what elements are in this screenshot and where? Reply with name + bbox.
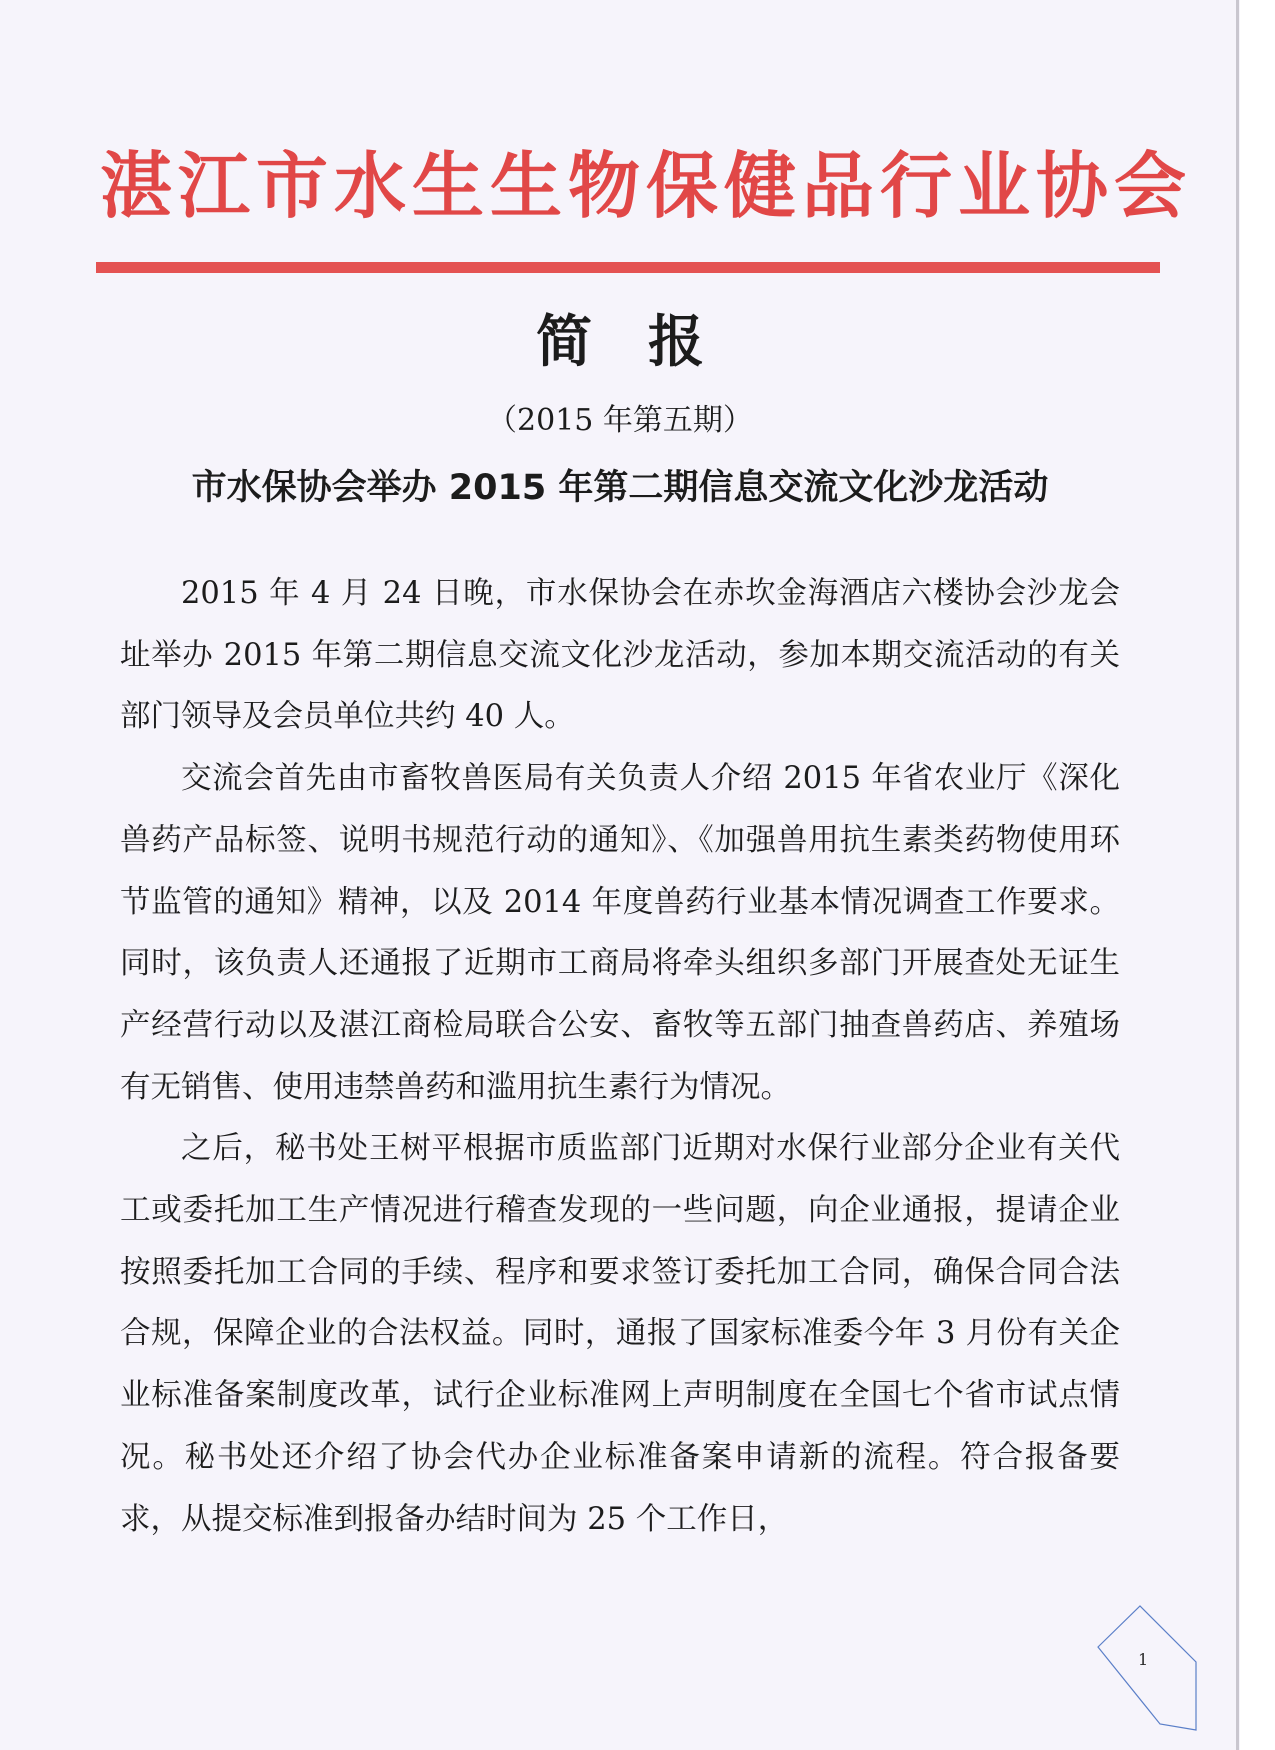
paragraph-3: 之后，秘书处王树平根据市质监部门近期对水保行业部分企业有关代工或委托加工生产情况进行稽查发现的一些问题，向企业通报，提请企业按照委托加工合同的手续、程序和要求签订委托加工合同，确保合同合法合规，保障企业的合法权益。同时，通报了国家标准委今年 3 月份有关企业标准备案制度改革，试行企业标准网上声明制度在全国七个省市试点情况。秘书处还介绍了协会代办企业标准备案申请新的流程。符合报备要求，从提交标准到报备办结时间为 25 个工作日， — [120, 1131, 1120, 1537]
issue-number: （2015 年第五期） — [487, 403, 753, 438]
organization-title: 湛江市水生生物保健品行业协会 — [100, 144, 1193, 228]
paragraph-1: 2015 年 4 月 24 日晚，市水保协会在赤坎金海酒店六楼协会沙龙会址举办 2015 年第二期信息交流文化沙龙活动，参加本期交流活动的有关部门领导及会员单位共约 40 人。 — [120, 576, 1120, 735]
paragraph-2: 交流会首先由市畜牧兽医局有关负责人介绍 2015 年省农业厅《深化兽药产品标签、说明书规范行动的通知》、《加强兽用抗生素类药物使用环节监管的通知》精神，以及 2014 年度兽药行业基本情况调查工作要求。同时，该负责人还通报了近期市工商局将牵头组织多部门开展查处无证生产经营行动以及湛江商检局联合公安、畜牧等五部门抽查兽药店、养殖场有无销售、使用违禁兽药和滥用抗生素行为情况。 — [120, 761, 1120, 1105]
article-body — [120, 563, 1120, 1550]
header-red-rule — [96, 262, 1160, 273]
scan-edge-shadow — [1236, 0, 1239, 1750]
article-headline: 市水保协会举办 2015 年第二期信息交流文化沙龙活动 — [191, 468, 1049, 508]
scan-margin — [1240, 0, 1275, 1750]
page-number: 1 — [1138, 1650, 1149, 1669]
bulletin-title: 简报 — [536, 310, 760, 375]
